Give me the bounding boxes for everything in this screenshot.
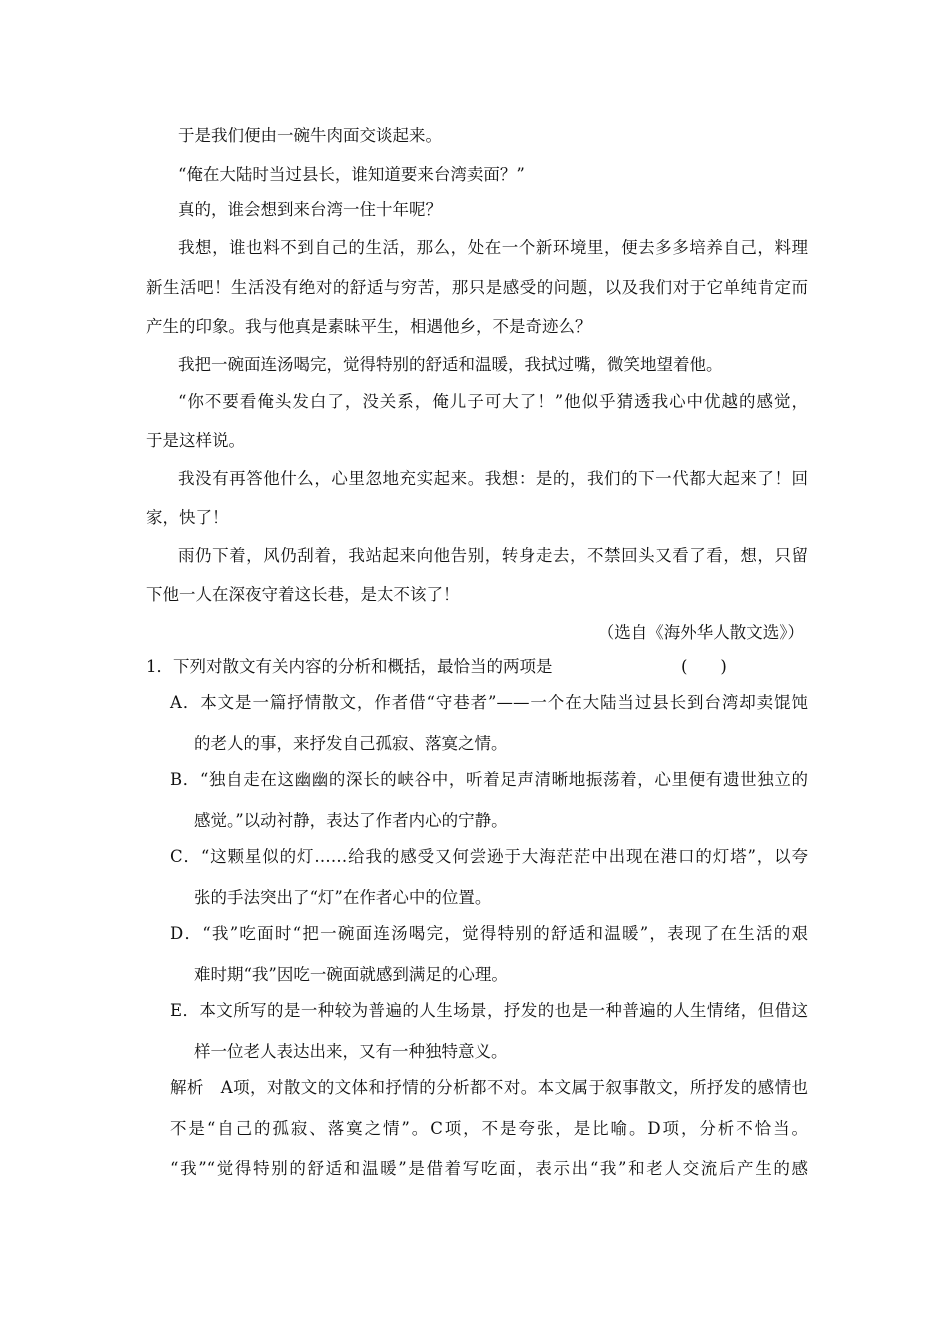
passage-paragraph-8-line-2: 下他一人在深夜守着这长巷，是太不该了！	[146, 585, 460, 604]
passage-paragraph-2: “俺在大陆时当过县长，谁知道要来台湾卖面？”	[178, 165, 525, 184]
question-stem-text: 1．下列对散文有关内容的分析和概括，最恰当的两项是	[146, 657, 553, 676]
passage-paragraph-5: 我把一碗面连汤喝完，觉得特别的舒适和温暖，我拭过嘴，微笑地望着他。	[178, 355, 723, 374]
option-d-line-2: 难时期“我”因吃一碗面就感到满足的心理。	[194, 965, 508, 984]
analysis-line-3: “我”“觉得特别的舒适和温暖”是借着写吃面，表示出“我”和老人交流后产生的感	[170, 1159, 808, 1178]
option-e-line-1: E．本文所写的是一种较为普遍的人生场景，抒发的也是一种普遍的人生情绪，但借这	[170, 1001, 808, 1020]
passage-paragraph-4-line-3: 产生的印象。我与他真是素昧平生，相遇他乡，不是奇迹么？	[146, 317, 592, 336]
passage-paragraph-4-line-2: 新生活吧！生活没有绝对的舒适与穷苦，那只是感受的问题，以及我们对于它单纯肯定而	[146, 278, 808, 297]
option-c-line-2: 张的手法突出了“灯”在作者心中的位置。	[194, 888, 492, 907]
passage-paragraph-6-line-1: “你不要看俺头发白了，没关系，俺儿子可大了！”他似乎猜透我心中优越的感觉，	[178, 392, 808, 411]
answer-blank: ( )	[681, 657, 727, 676]
option-b-line-1: B．“独自走在这幽幽的深长的峡谷中，听着足声清晰地振荡着，心里便有遗世独立的	[170, 770, 808, 789]
passage-paragraph-7-line-1: 我没有再答他什么，心里忽地充实起来。我想：是的，我们的下一代都大起来了！回	[178, 469, 808, 488]
option-d-line-1: D．“我”吃面时“把一碗面连汤喝完，觉得特别的舒适和温暖”，表现了在生活的艰	[170, 924, 808, 943]
option-e-line-2: 样一位老人表达出来，又有一种独特意义。	[194, 1042, 508, 1061]
option-b-line-2: 感觉。”以动衬静，表达了作者内心的宁静。	[194, 811, 508, 830]
analysis-line-2: 不是“自己的孤寂、落寞之情”。C项，不是夸张，是比喻。D项，分析不恰当。	[170, 1119, 808, 1138]
passage-paragraph-1: 于是我们便由一碗牛肉面交谈起来。	[178, 126, 442, 145]
passage-paragraph-7-line-2: 家，快了！	[146, 508, 229, 527]
question-stem	[146, 657, 808, 677]
passage-paragraph-3: 真的，谁会想到来台湾一住十年呢？	[178, 200, 442, 219]
passage-paragraph-6-line-2: 于是这样说。	[146, 431, 245, 450]
analysis-line-1: 解析 A项，对散文的文体和抒情的分析都不对。本文属于叙事散文，所抒发的感情也	[170, 1078, 808, 1097]
passage-paragraph-8-line-1: 雨仍下着，风仍刮着，我站起来向他告别，转身走去，不禁回头又看了看，想，只留	[178, 546, 808, 565]
option-c-line-1: C．“这颗星似的灯……给我的感受又何尝逊于大海茫茫中出现在港口的灯塔”，以夸	[170, 847, 808, 866]
option-a-line-1: A．本文是一篇抒情散文，作者借“守巷者”——一个在大陆当过县长到台湾却卖馄饨	[170, 693, 808, 712]
option-a-line-2: 的老人的事，来抒发自己孤寂、落寞之情。	[194, 734, 508, 753]
passage-paragraph-4-line-1: 我想，谁也料不到自己的生活，那么，处在一个新环境里，便去多多培养自己，料理	[178, 238, 808, 257]
passage-source: （选自《海外华人散文选》）	[597, 623, 804, 642]
